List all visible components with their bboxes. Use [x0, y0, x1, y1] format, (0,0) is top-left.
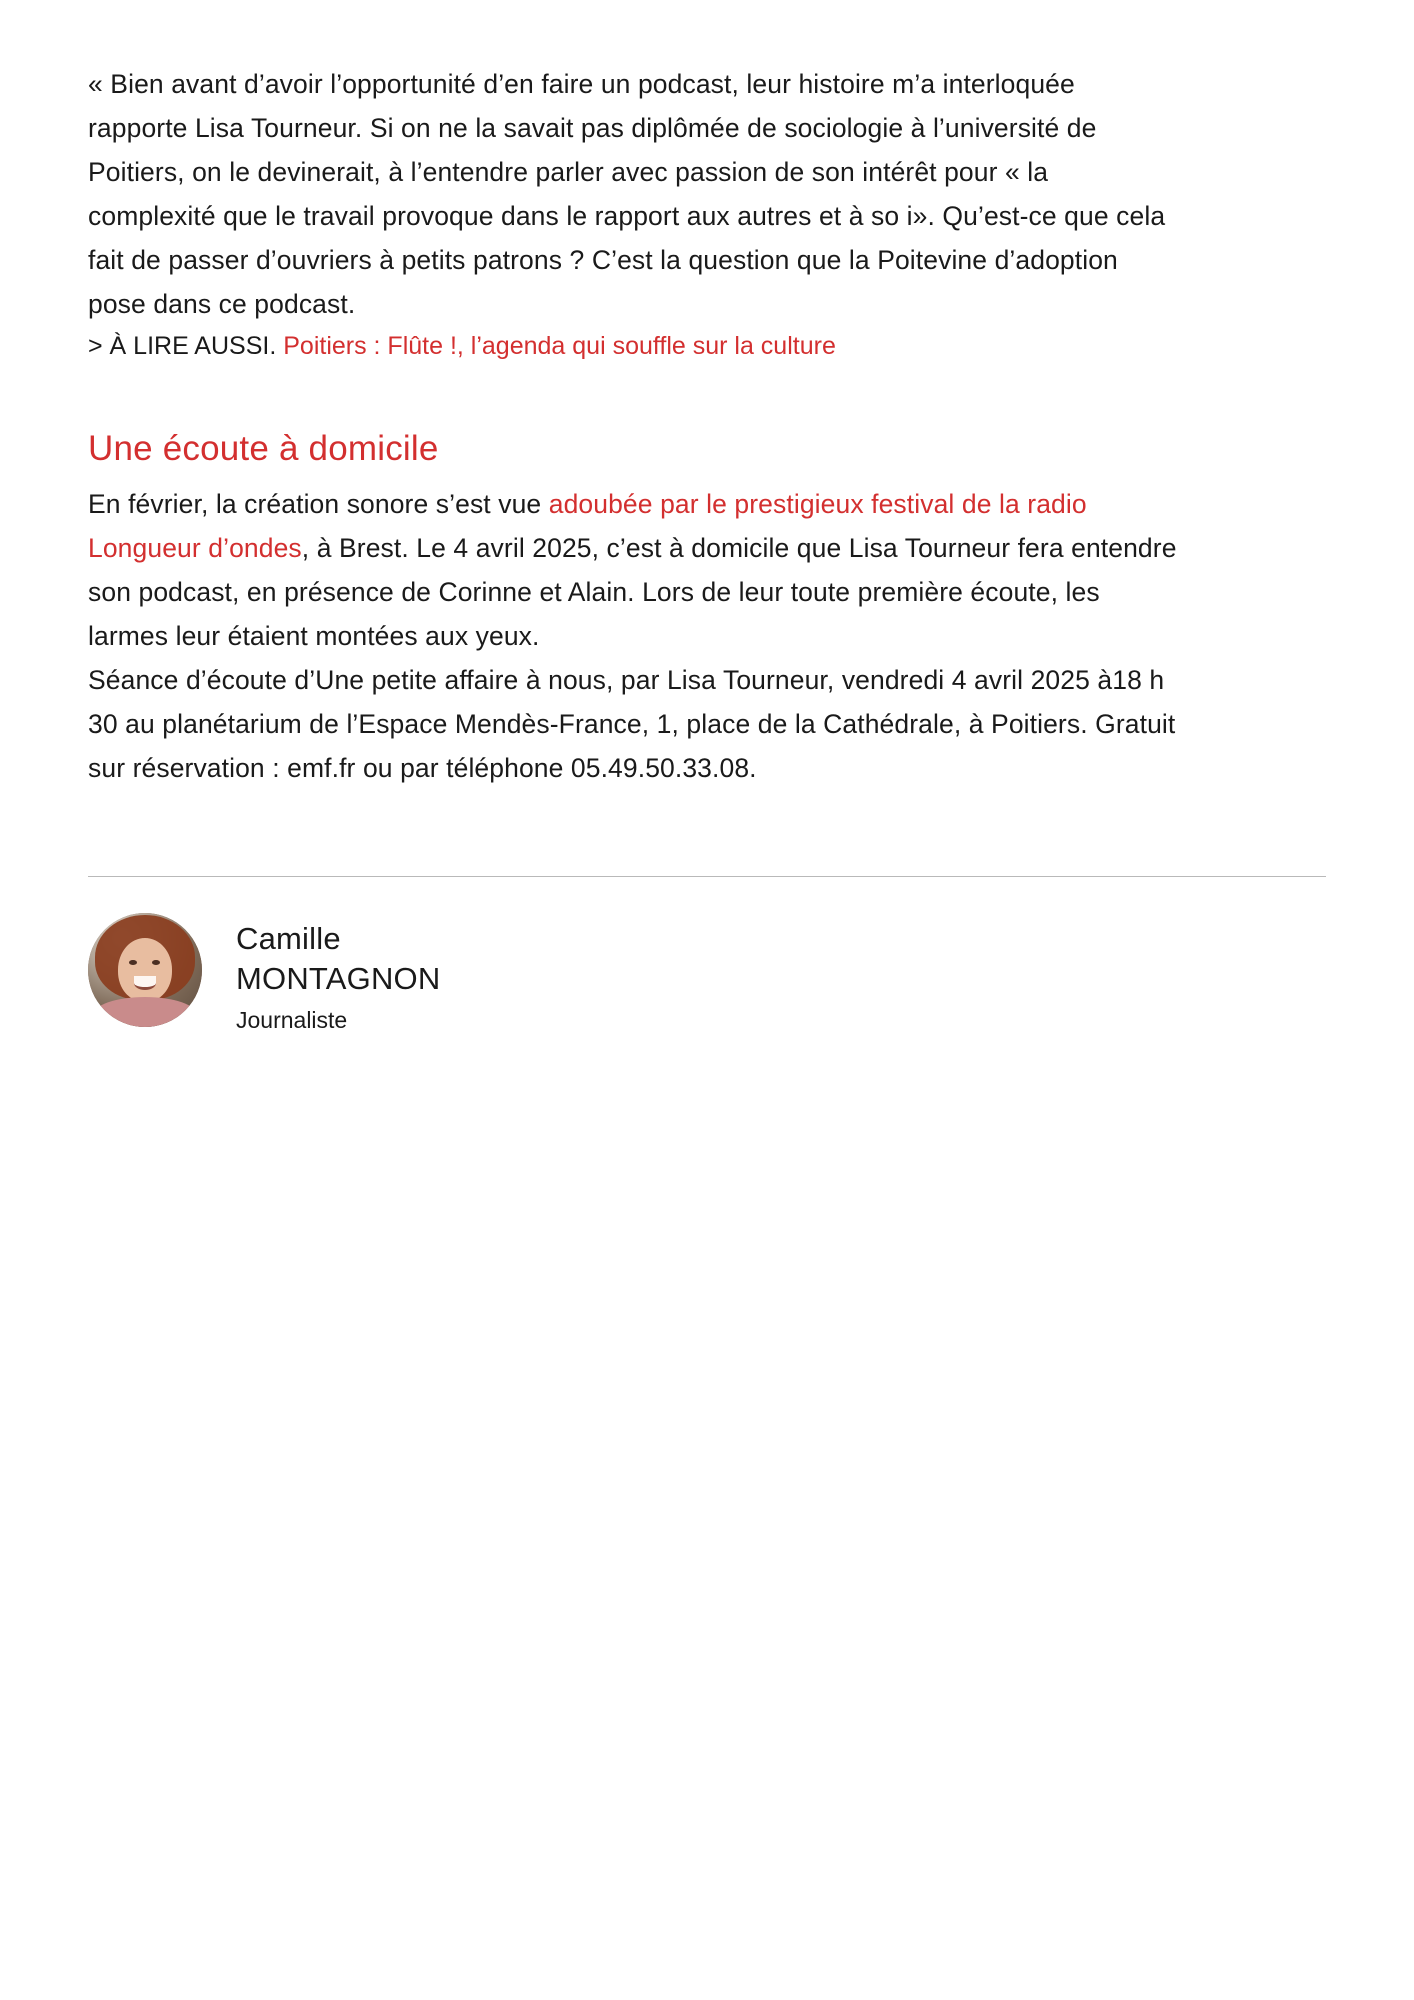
section-paragraph	[88, 482, 1178, 658]
read-also-prefix: > À LIRE AUSSI.	[88, 332, 284, 360]
author-role: Journaliste	[236, 1007, 348, 1033]
avatar-eye-left	[129, 960, 137, 965]
byline-divider	[88, 876, 1326, 877]
practical-info-paragraph: Séance d’écoute d’Une petite affaire à nous, par Lisa Tourneur, vendredi 4 avril 2025 à18 h 30 au planétarium de l’Espace Mendès-France, 1, place de la Cathédrale, à Poitiers. Gratuit sur réservation : emf.fr ou par téléphone 05.49.50.33.08.	[88, 665, 1176, 783]
byline-text	[236, 913, 440, 1035]
read-also-link[interactable]: Poitiers : Flûte !, l’agenda qui souffle sur la culture	[283, 332, 836, 360]
avatar-face	[118, 938, 173, 1002]
avatar-shoulder	[93, 997, 198, 1027]
read-also-line	[88, 326, 1178, 366]
article-body	[88, 62, 1178, 1035]
avatar	[88, 913, 202, 1027]
article-lede-paragraph: « Bien avant d’avoir l’opportunité d’en faire un podcast, leur histoire m’a interloquée rapporte Lisa Tourneur. Si on ne la savait pas diplômée de sociologie à l’université de Poitiers, on le devinerait, à l’entendre parler avec passion de son intérêt pour « la complexité que le travail provoque dans le rapport aux autres et à so i». Qu’est-ce que cela fait de passer d’ouvriers à petits patrons ? C’est la question que la Poitevine d’adoption pose dans ce podcast.	[88, 69, 1166, 319]
section-text-after: , à Brest. Le 4 avril 2025, c’est à domicile que Lisa Tourneur fera entendre son podcast, en présence de Corinne et Alain. Lors de leur toute première écoute, les larmes leur étaient montées aux yeux.	[88, 533, 1177, 651]
section-text-before: En février, la création sonore s’est vue	[88, 489, 549, 519]
author-last-name: MONTAGNON	[236, 961, 441, 996]
avatar-eye-right	[152, 960, 160, 965]
section-title: Une écoute à domicile	[88, 429, 439, 468]
author-first-name: Camille	[236, 921, 341, 956]
festival-link[interactable]: adoubée par le prestigieux festival de la radio Longueur d’ondes	[88, 489, 1087, 563]
byline	[88, 913, 1178, 1035]
